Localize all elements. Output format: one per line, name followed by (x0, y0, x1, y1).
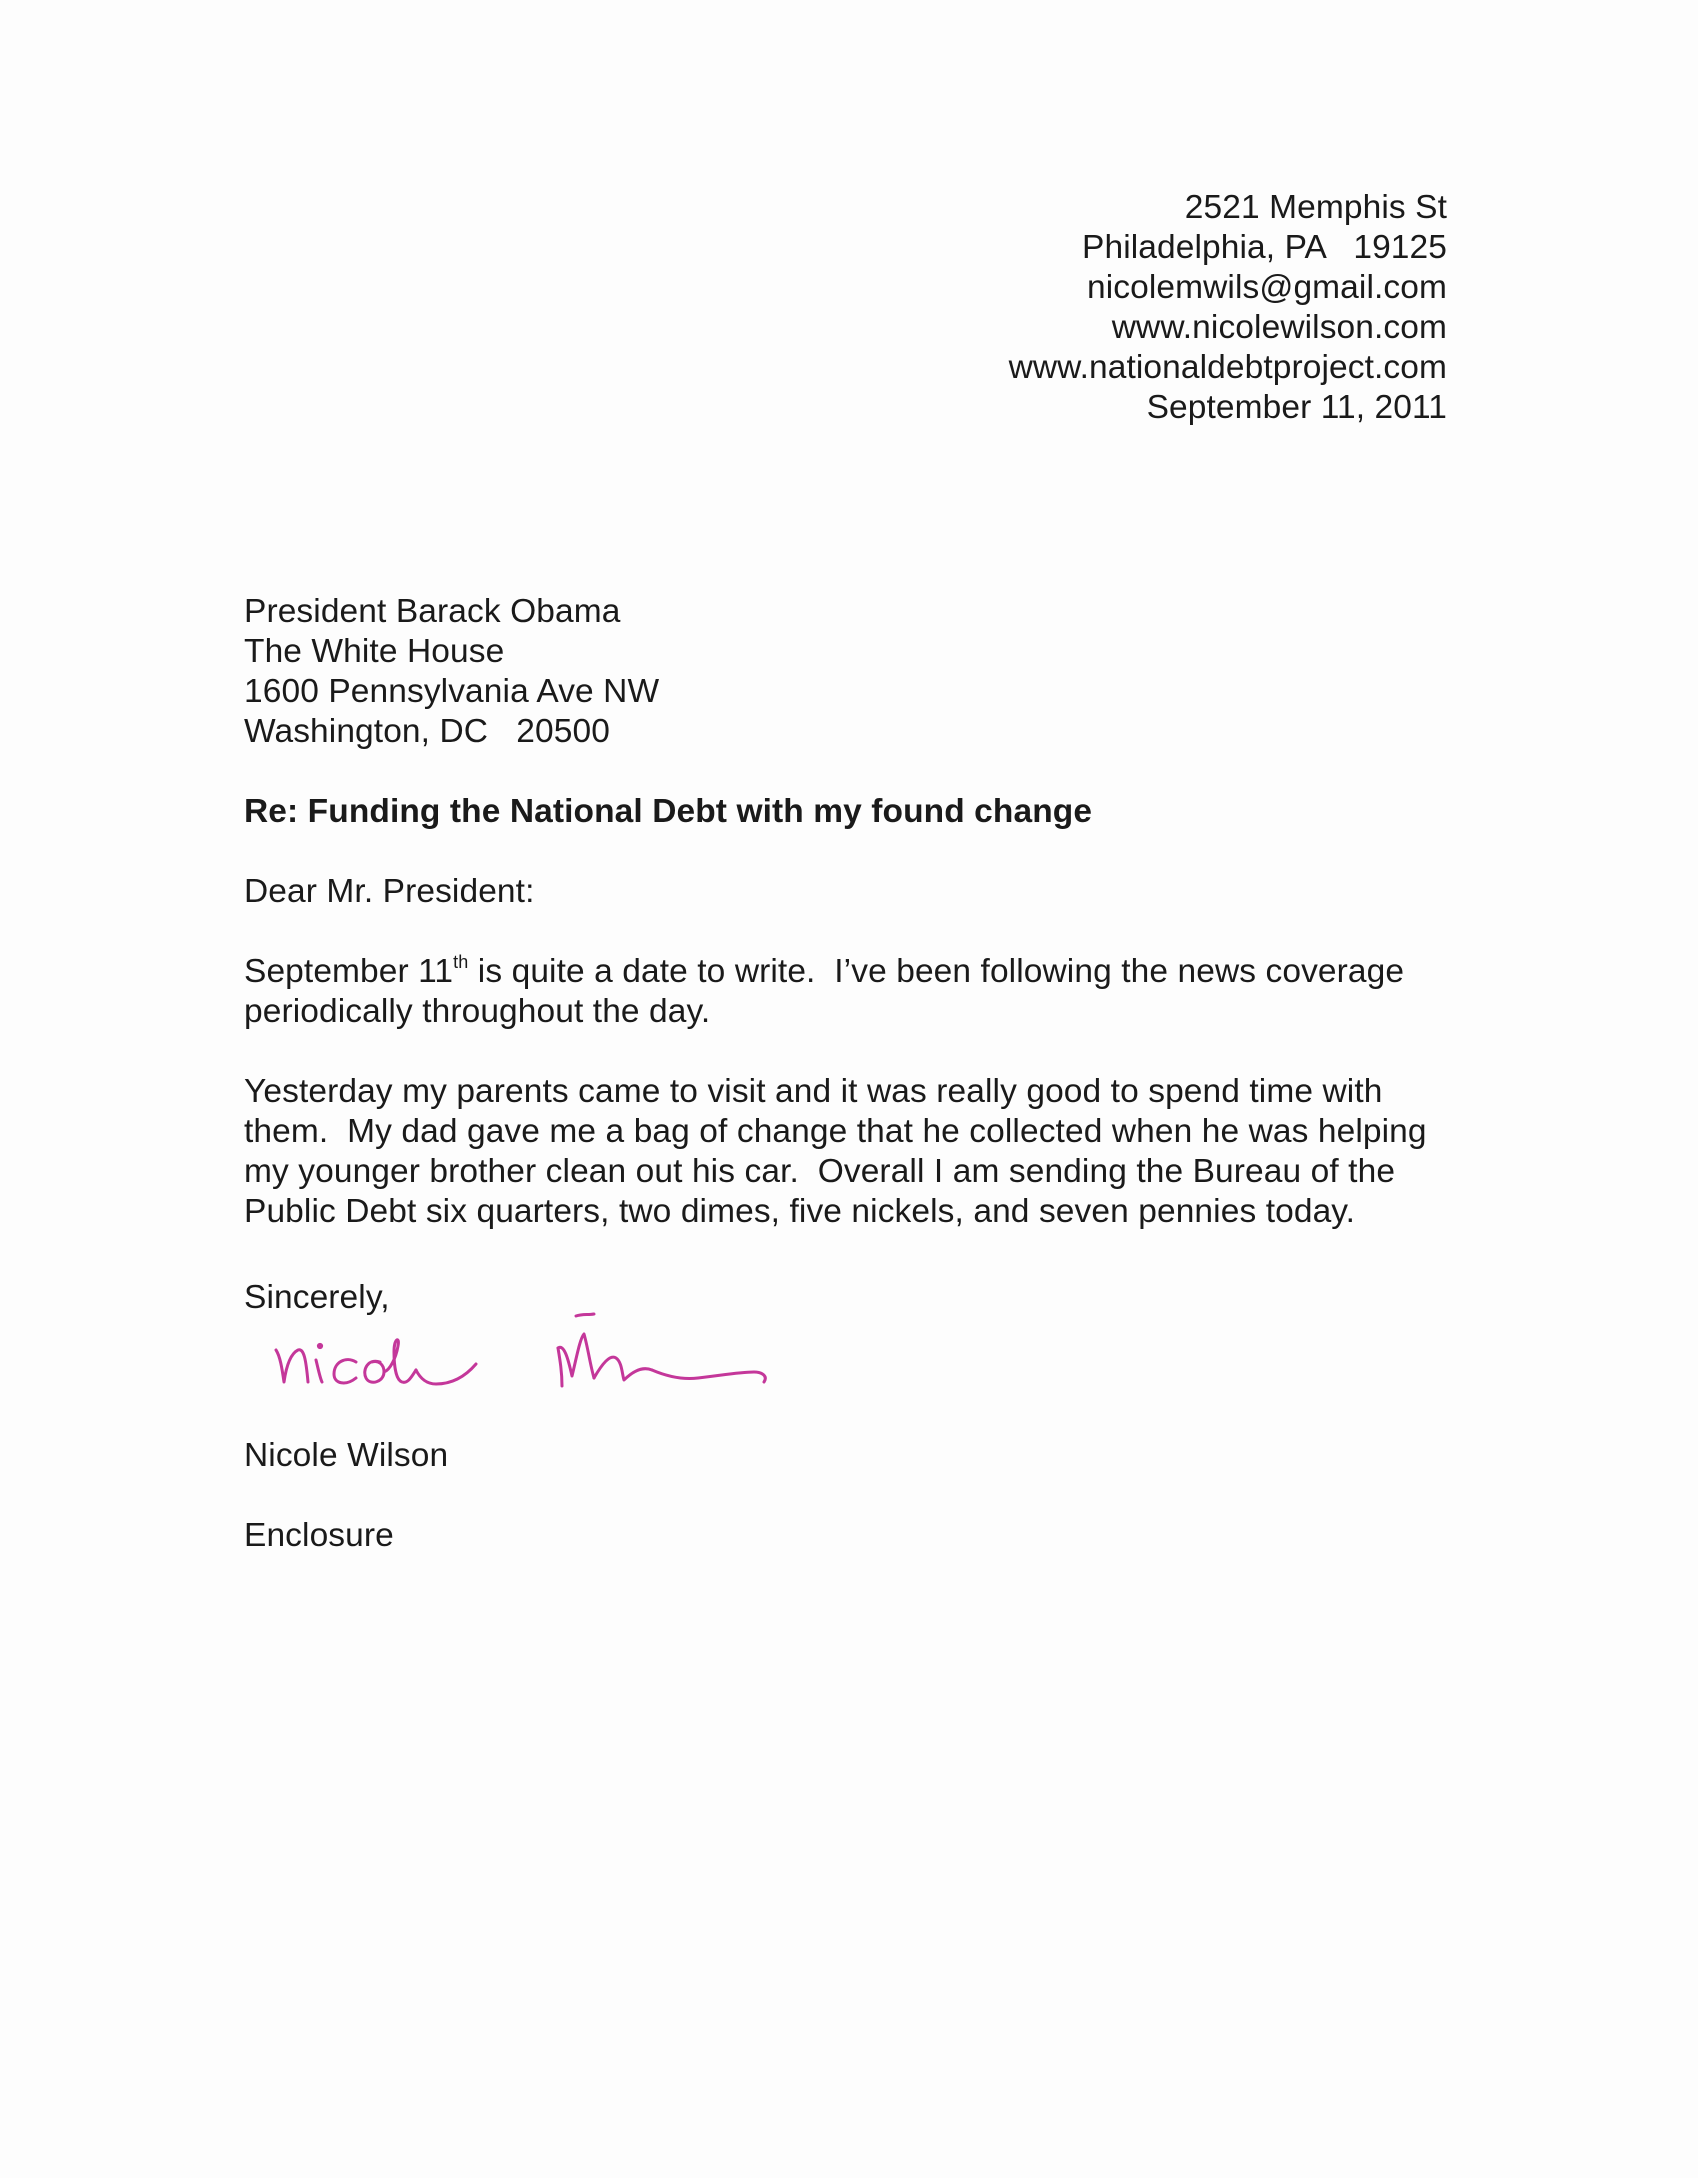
date-reference: September 11 (244, 953, 454, 990)
sender-website-personal: www.nicolewilson.com (1111, 309, 1447, 346)
recipient-organization: The White House (244, 633, 505, 670)
body-paragraph-2 (244, 1072, 1474, 1232)
recipient-street: 1600 Pennsylvania Ave NW (244, 673, 660, 710)
paragraph-1-line-2: periodically throughout the day. (244, 993, 711, 1030)
recipient-name: President Barack Obama (244, 593, 621, 630)
recipient-city-state-zip: Washington, DC 20500 (244, 713, 610, 750)
sender-website-project: www.nationaldebtproject.com (1008, 349, 1447, 386)
paragraph-2-line: Public Debt six quarters, two dimes, five nickels, and seven pennies today. (244, 1193, 1356, 1230)
paragraph-2-line: my younger brother clean out his car. Overall I am sending the Bureau of the (244, 1153, 1396, 1190)
sender-email: nicolemwils@gmail.com (1086, 269, 1447, 306)
sender-address-block (1009, 188, 1447, 428)
sender-city-state-zip: Philadelphia, PA 19125 (1082, 229, 1447, 266)
paragraph-2-line: them. My dad gave me a bag of change that he collected when he was helping (244, 1113, 1427, 1150)
ordinal-suffix: th (453, 952, 469, 972)
paragraph-1-line-1-rest: is quite a date to write. I’ve been following the news coverage (468, 953, 1405, 990)
salutation: Dear Mr. President: (244, 873, 535, 910)
paragraph-2-line: Yesterday my parents came to visit and it was really good to spend time with (244, 1073, 1383, 1110)
handwritten-signature (268, 1298, 808, 1408)
closing: Sincerely, (244, 1279, 390, 1316)
signer-name: Nicole Wilson (244, 1437, 449, 1474)
subject-line: Re: Funding the National Debt with my found change (244, 793, 1093, 830)
letter-date: September 11, 2011 (1146, 389, 1447, 426)
paragraph-1-line-1 (244, 952, 1474, 992)
enclosure-notation: Enclosure (244, 1517, 394, 1554)
body-paragraph-1 (244, 952, 1474, 1032)
recipient-address-block (244, 592, 659, 752)
sender-street: 2521 Memphis St (1184, 189, 1447, 226)
